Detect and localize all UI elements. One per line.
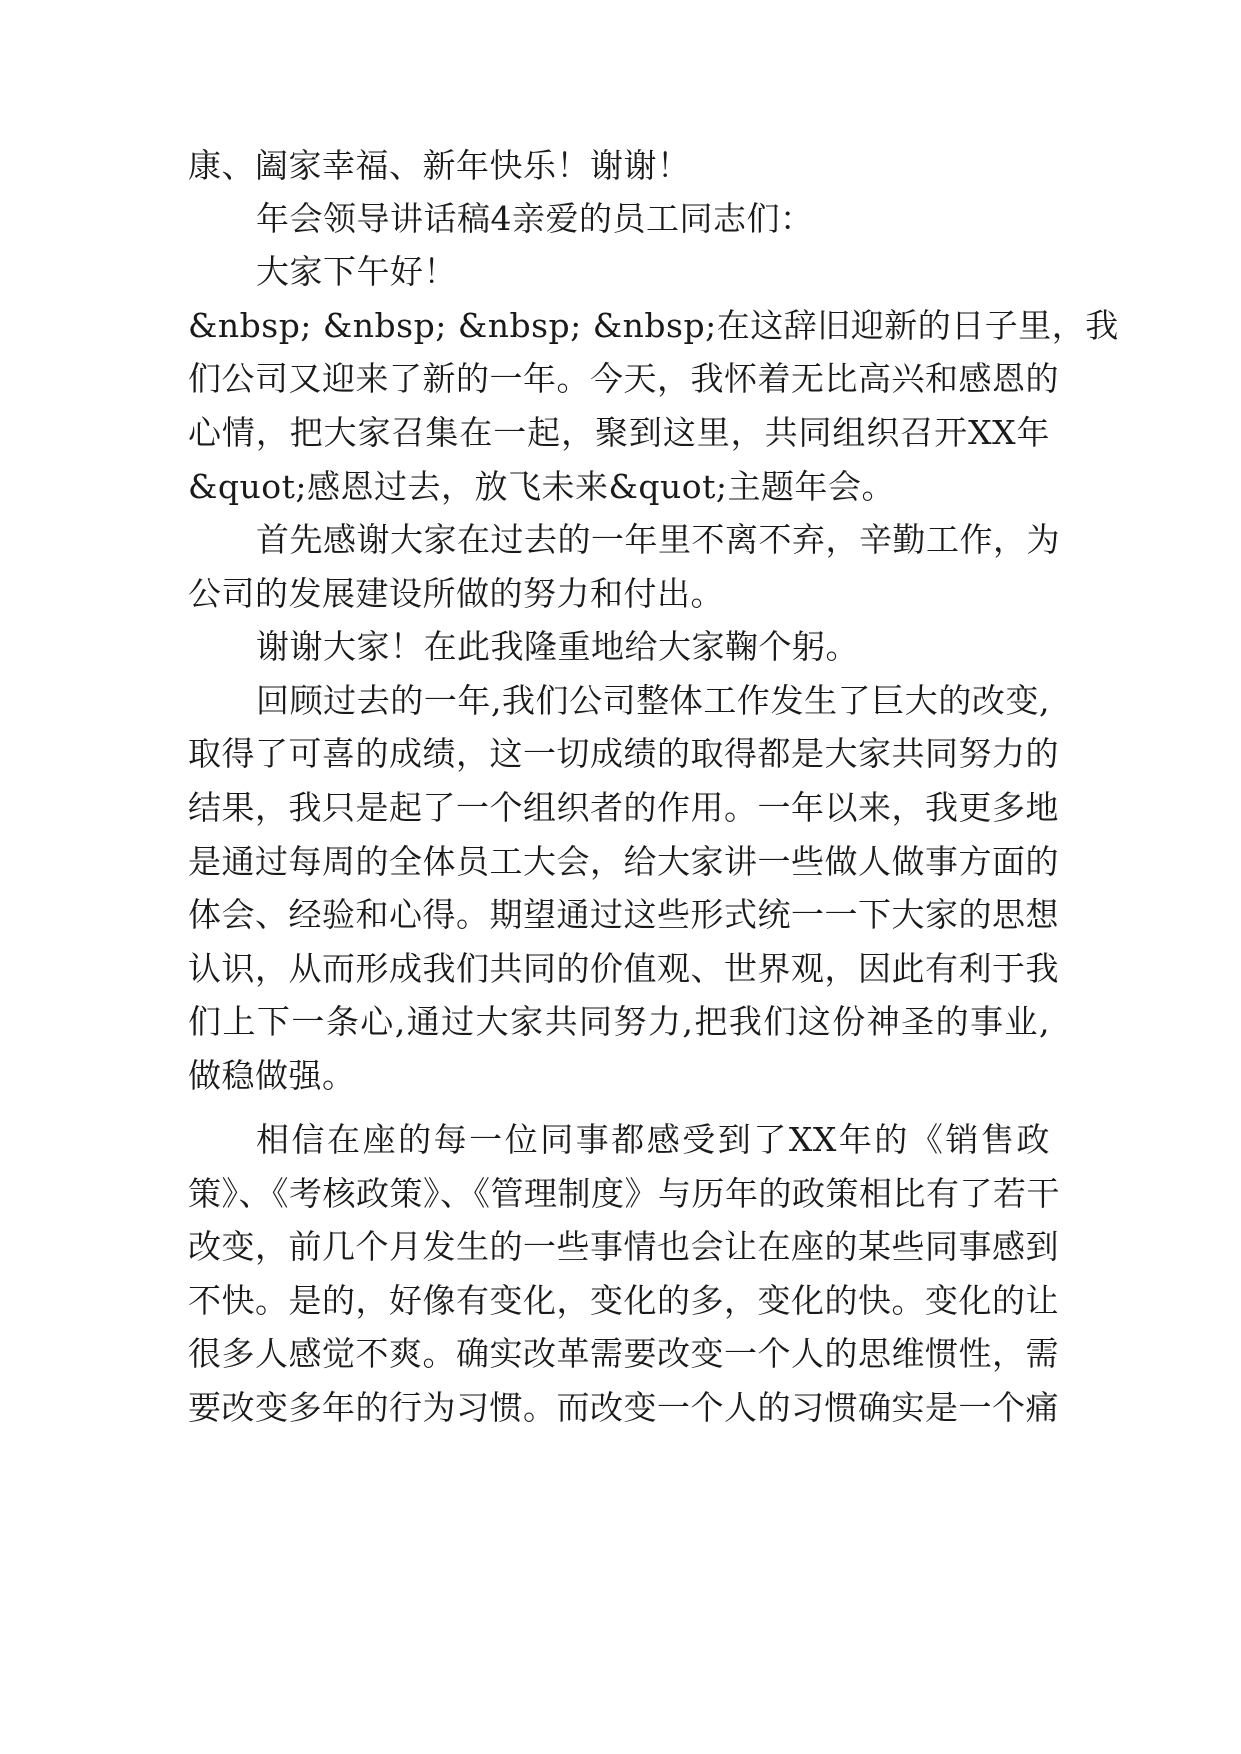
text-line: &nbsp; &nbsp; &nbsp; &nbsp;在这辞旧迎新的日子里，我 <box>188 306 1119 345</box>
text-line: 认识，从而形成我们共同的价值观、世界观，因此有利于我 <box>188 949 1059 988</box>
text-line: &quot;感恩过去，放飞未来&quot;主题年会。 <box>188 467 895 506</box>
text-line: 心情，把大家召集在一起，聚到这里，共同组织召开XX年 <box>188 413 1050 452</box>
text-line: 取得了可喜的成绩，这一切成绩的取得都是大家共同努力的 <box>188 734 1059 773</box>
text-line: 大家下午好！ <box>256 252 457 291</box>
text-line: 很多人感觉不爽。确实改革需要改变一个人的思维惯性，需 <box>188 1334 1059 1373</box>
text-line: 结果，我只是起了一个组织者的作用。一年以来，我更多地 <box>188 788 1059 827</box>
text-line: 年会领导讲话稿4亲爱的员工同志们： <box>256 199 814 238</box>
text-line: 不快。是的，好像有变化，变化的多，变化的快。变化的让 <box>188 1281 1059 1320</box>
text-line: 康、阖家幸福、新年快乐！谢谢！ <box>188 146 691 185</box>
text-line: 们公司又迎来了新的一年。今天，我怀着无比高兴和感恩的 <box>188 359 1059 398</box>
text-line: 策》、《考核政策》、《管理制度》与历年的政策相比有了若干 <box>188 1174 1060 1213</box>
text-line: 谢谢大家！在此我隆重地给大家鞠个躬。 <box>256 627 859 666</box>
text-line: 做稳做强。 <box>188 1056 356 1095</box>
text-line: 是通过每周的全体员工大会，给大家讲一些做人做事方面的 <box>188 842 1059 881</box>
text-line: 相信在座的每一位同事都感受到了XX年的《销售政 <box>256 1120 1050 1159</box>
text-line: 们上下一条心,通过大家共同努力,把我们这份神圣的事业, <box>188 1002 1050 1041</box>
text-line: 改变，前几个月发生的一些事情也会让在座的某些同事感到 <box>188 1227 1059 1266</box>
text-line: 首先感谢大家在过去的一年里不离不弃，辛勤工作，为 <box>256 520 1060 559</box>
text-line: 要改变多年的行为习惯。而改变一个人的习惯确实是一个痛 <box>188 1388 1059 1427</box>
text-line: 体会、经验和心得。期望通过这些形式统一一下大家的思想 <box>188 895 1059 934</box>
text-line: 公司的发展建设所做的努力和付出。 <box>188 574 724 613</box>
text-line: 回顾过去的一年,我们公司整体工作发生了巨大的改变, <box>256 681 1050 720</box>
